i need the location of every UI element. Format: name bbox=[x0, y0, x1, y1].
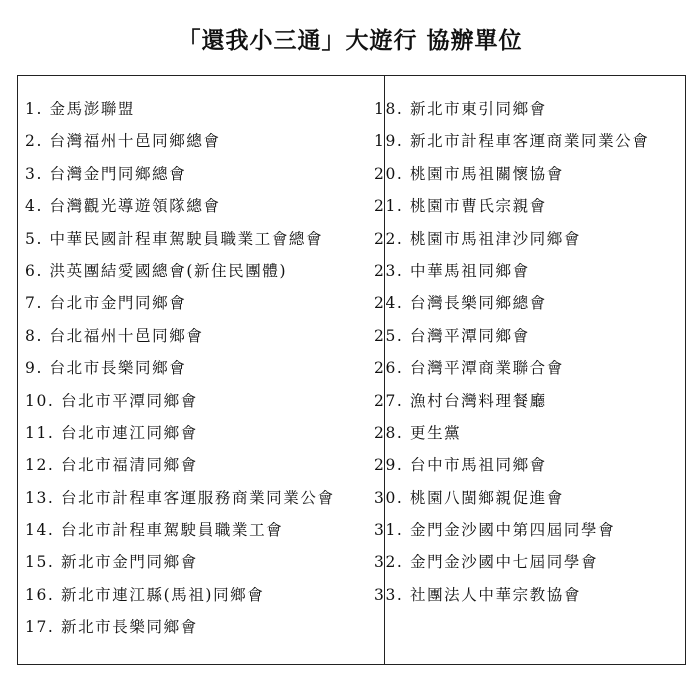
list-item: 17. 新北市長樂同鄉會 bbox=[25, 618, 198, 637]
list-item: 13. 台北市計程車客運服務商業同業公會 bbox=[25, 488, 335, 507]
list-item: 11. 台北市連江同鄉會 bbox=[25, 423, 198, 442]
list-item: 15. 新北市金門同鄉會 bbox=[25, 553, 198, 572]
list-item: 12. 台北市福清同鄉會 bbox=[25, 456, 198, 475]
list-item: 24. 台灣長樂同鄉總會 bbox=[374, 294, 547, 313]
list-item: 26. 台灣平潭商業聯合會 bbox=[374, 359, 564, 378]
list-item: 9. 台北市長樂同鄉會 bbox=[25, 359, 187, 378]
list-item: 21. 桃園市曹氏宗親會 bbox=[374, 197, 547, 216]
list-item: 28. 更生黨 bbox=[374, 423, 462, 442]
list-item: 19. 新北市計程車客運商業同業公會 bbox=[374, 132, 650, 151]
list-item: 27. 漁村台灣料理餐廳 bbox=[374, 391, 547, 410]
list-item: 7. 台北市金門同鄉會 bbox=[25, 294, 187, 313]
list-item: 31. 金門金沙國中第四屆同學會 bbox=[374, 521, 616, 540]
list-item: 33. 社團法人中華宗教協會 bbox=[374, 585, 581, 604]
list-item: 14. 台北市計程車駕駛員職業工會 bbox=[25, 521, 284, 540]
list-item: 20. 桃園市馬祖關懷協會 bbox=[374, 164, 564, 183]
list-item: 16. 新北市連江縣(馬祖)同鄉會 bbox=[25, 585, 265, 604]
list-item: 6. 洪英團結愛國總會(新住民團體) bbox=[25, 261, 288, 280]
organizations-table bbox=[17, 75, 686, 665]
list-item: 30. 桃園八閩鄉親促進會 bbox=[374, 488, 564, 507]
list-item: 8. 台北福州十邑同鄉會 bbox=[25, 326, 204, 345]
list-item: 29. 台中市馬祖同鄉會 bbox=[374, 456, 547, 475]
list-item: 3. 台灣金門同鄉總會 bbox=[25, 164, 187, 183]
list-item: 1. 金馬澎聯盟 bbox=[25, 100, 136, 118]
list-item: 32. 金門金沙國中七屆同學會 bbox=[374, 553, 599, 572]
list-item: 10. 台北市平潭同鄉會 bbox=[25, 391, 198, 410]
list-item: 18. 新北市東引同鄉會 bbox=[374, 100, 547, 118]
list-item: 25. 台灣平潭同鄉會 bbox=[374, 326, 530, 345]
right-column-list bbox=[374, 93, 680, 611]
list-item: 5. 中華民國計程車駕駛員職業工會總會 bbox=[25, 229, 324, 248]
left-column-list bbox=[25, 93, 377, 644]
list-item: 4. 台灣觀光導遊領隊總會 bbox=[25, 197, 221, 216]
list-item: 2. 台灣福州十邑同鄉總會 bbox=[25, 132, 221, 151]
list-item: 23. 中華馬祖同鄉會 bbox=[374, 261, 530, 280]
list-item: 22. 桃園市馬祖津沙同鄉會 bbox=[374, 229, 581, 248]
page-title: 「還我小三通」大遊行 協辦單位 bbox=[177, 28, 523, 54]
